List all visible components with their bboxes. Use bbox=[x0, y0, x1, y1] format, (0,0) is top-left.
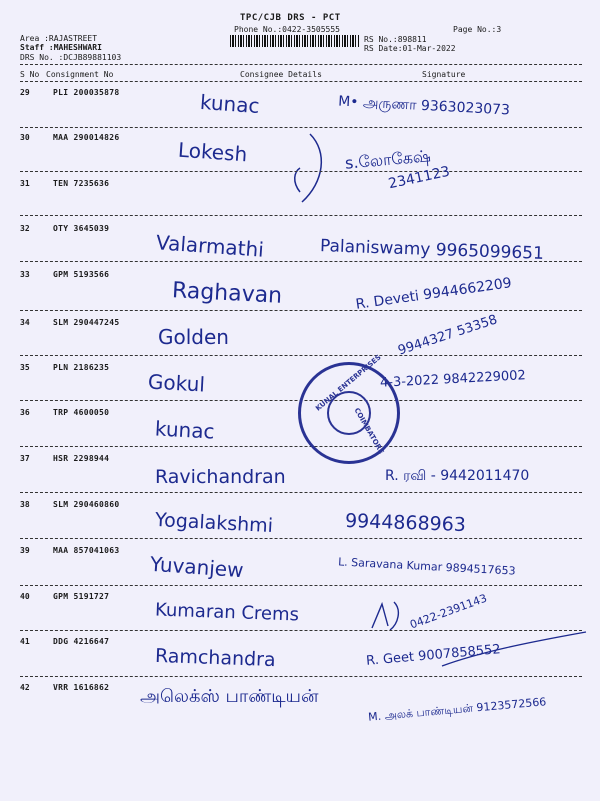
handwritten-name: Yuvanjew bbox=[149, 551, 245, 583]
handwritten-name: Raghavan bbox=[171, 278, 283, 309]
row-consignment: GPM 5193566 bbox=[53, 270, 110, 279]
row-sno: 41 bbox=[20, 637, 30, 646]
handwritten-signature: R. Deveti 9944662209 bbox=[354, 275, 513, 313]
row-consignment: SLM 290460860 bbox=[53, 500, 120, 509]
handwritten-name: Kumaran Crems bbox=[154, 599, 300, 626]
row-divider bbox=[20, 215, 582, 216]
col-signature: Signature bbox=[422, 70, 466, 79]
signature-scribble-icon bbox=[280, 132, 340, 212]
handwritten-name: Gokul bbox=[147, 369, 206, 397]
row-sno: 34 bbox=[20, 318, 30, 327]
seal-top-text: KUNAL ENTERPRISES bbox=[314, 353, 383, 413]
rs-number: RS No.:898811 bbox=[364, 35, 427, 44]
header-divider bbox=[20, 64, 582, 65]
handwritten-name: Ravichandran bbox=[155, 466, 286, 488]
row-sno: 37 bbox=[20, 454, 30, 463]
row-sno: 29 bbox=[20, 88, 30, 97]
handwritten-name: kunac bbox=[154, 416, 216, 444]
row-divider bbox=[20, 171, 582, 172]
handwritten-signature: R. Geet 9007858552 bbox=[365, 642, 502, 669]
row-sno: 42 bbox=[20, 683, 30, 692]
row-consignment: PLN 2186235 bbox=[53, 363, 110, 372]
handwritten-signature: R. ரவி - 9442011470 bbox=[385, 468, 530, 484]
row-sno: 30 bbox=[20, 133, 30, 142]
handwritten-name: Lokesh bbox=[177, 137, 249, 167]
row-sno: 40 bbox=[20, 592, 30, 601]
handwritten-name: Golden bbox=[158, 325, 229, 349]
handwritten-name: kunac bbox=[199, 89, 261, 119]
row-divider bbox=[20, 127, 582, 128]
handwritten-signature: 9944868963 bbox=[344, 509, 467, 537]
seal-bottom-text: COIMBATORE bbox=[352, 406, 386, 456]
drs-number: DRS No. :DCJB89881103 bbox=[20, 53, 122, 62]
row-divider bbox=[20, 538, 582, 539]
col-consignment: Consignment No bbox=[46, 70, 114, 79]
row-consignment: MAA 290014826 bbox=[53, 133, 120, 142]
col-sno: S No bbox=[20, 70, 40, 79]
rs-date: RS Date:01-Mar-2022 bbox=[364, 44, 456, 53]
row-consignment: SLM 290447245 bbox=[53, 318, 120, 327]
row-sno: 39 bbox=[20, 546, 30, 555]
row-sno: 31 bbox=[20, 179, 30, 188]
row-divider bbox=[20, 355, 582, 356]
handwritten-signature: s.லோகேஷ் bbox=[344, 146, 432, 173]
column-divider bbox=[20, 81, 582, 82]
row-sno: 35 bbox=[20, 363, 30, 372]
row-consignment: TRP 4600050 bbox=[53, 408, 110, 417]
barcode bbox=[230, 35, 360, 47]
row-consignment: DDG 4216647 bbox=[53, 637, 110, 646]
row-divider bbox=[20, 310, 582, 311]
row-consignment: VRR 1616862 bbox=[53, 683, 110, 692]
document-title: TPC/CJB DRS - PCT bbox=[240, 13, 341, 23]
staff-label: Staff :MAHESHWARI bbox=[20, 43, 102, 52]
handwritten-name: Yogalakshmi bbox=[154, 508, 274, 538]
row-consignment: MAA 857041063 bbox=[53, 546, 120, 555]
company-seal bbox=[298, 353, 400, 464]
row-sno: 38 bbox=[20, 500, 30, 509]
handwritten-signature: 9944327 53358 bbox=[396, 312, 500, 359]
handwritten-name: Ramchandra bbox=[154, 644, 276, 672]
page-number: Page No.:3 bbox=[453, 25, 502, 34]
handwritten-signature: Palaniswamy 9965099651 bbox=[319, 236, 545, 264]
handwritten-signature: 4-3-2022 9842229002 bbox=[379, 368, 527, 391]
handwritten-signature: M. அலக் பாண்டியன் 9123572566 bbox=[367, 695, 547, 724]
row-divider bbox=[20, 446, 582, 447]
row-consignment: PLI 200035878 bbox=[53, 88, 120, 97]
phone-number: Phone No.:0422-3505555 bbox=[234, 25, 340, 34]
row-consignment: TEN 7235636 bbox=[53, 179, 110, 188]
handwritten-signature: 0422-2391143 bbox=[408, 591, 489, 632]
row-divider bbox=[20, 492, 582, 493]
row-divider bbox=[20, 261, 582, 262]
row-sno: 36 bbox=[20, 408, 30, 417]
row-divider bbox=[20, 676, 582, 677]
handwritten-signature: 2341123 bbox=[387, 163, 452, 193]
col-details: Consignee Details bbox=[240, 70, 322, 79]
row-sno: 33 bbox=[20, 270, 30, 279]
handwritten-signature: L. Saravana Kumar 9894517653 bbox=[337, 555, 516, 578]
handwritten-name: அலெக்ஸ் பாண்டியன் bbox=[140, 686, 319, 707]
area-label: Area :RAJASTREET bbox=[20, 34, 98, 43]
handwritten-signature: M• அருணா 9363023073 bbox=[337, 93, 511, 119]
row-consignment: OTY 3645039 bbox=[53, 224, 110, 233]
row-divider bbox=[20, 585, 582, 586]
handwritten-name: Valarmathi bbox=[155, 230, 265, 262]
signature-scribble-icon bbox=[440, 630, 590, 670]
row-sno: 32 bbox=[20, 224, 30, 233]
row-consignment: HSR 2298944 bbox=[53, 454, 110, 463]
row-consignment: GPM 5191727 bbox=[53, 592, 110, 601]
